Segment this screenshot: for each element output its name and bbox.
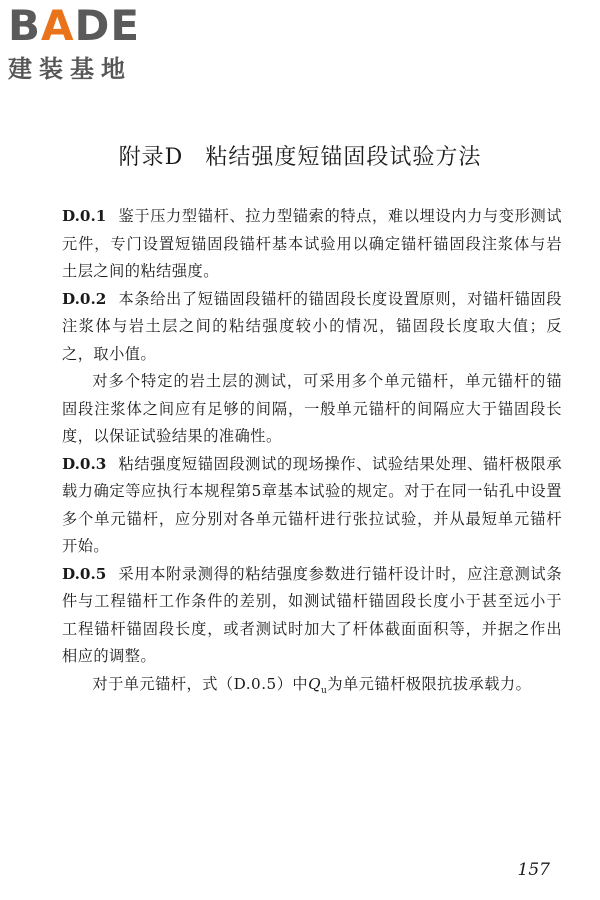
document-body <box>62 203 562 705</box>
bade-logo <box>8 1 178 88</box>
clause-d03 <box>62 451 562 561</box>
clause-d05 <box>62 561 562 671</box>
clause-text: 鉴于压力型锚杆、拉力型锚索的特点，难以埋设内力与变形测试元件，专门设置短锚固段锚杆基本试验用以确定锚杆锚固段注浆体与岩土层之间的粘结强度。 <box>62 207 562 280</box>
page-number: 157 <box>517 860 550 880</box>
clause-number: D.0.2 <box>62 289 107 308</box>
clause-text: 本条给出了短锚固段锚杆的锚固段长度设置原则，对锚杆锚固段注浆体与岩土层之间的粘结强度较小的情况，锚固段长度取大值；反之，取小值。 <box>62 289 562 363</box>
appendix-title-text: 粘结强度短锚固段试验方法 <box>205 145 482 170</box>
logo-wordmark: BADE <box>8 1 141 50</box>
clause-d05-continued <box>62 671 562 706</box>
clause-text-before: 对于单元锚杆，式（D.0.5）中 <box>92 674 309 693</box>
clause-d02 <box>62 286 562 369</box>
clause-text: 粘结强度短锚固段测试的现场操作、试验结果处理、锚杆极限承载力确定等应执行本规程第5章基本试验的规定。对于在同一钻孔中设置多个单元锚杆，应分别对各单元锚杆进行张拉试验，并从最短单元锚杆开始。 <box>62 454 562 555</box>
appendix-title <box>0 140 600 171</box>
clause-number: D.0.3 <box>62 454 107 473</box>
clause-text: 对多个特定的岩土层的测试，可采用多个单元锚杆，单元锚杆的锚固段注浆体之间应有足够的间隔，一般单元锚杆的间隔应大于锚固段长度，以保证试验结果的准确性。 <box>62 372 562 445</box>
clause-number: D.0.1 <box>62 207 107 225</box>
clause-text-after: 为单元锚杆极限抗拔承载力。 <box>327 674 532 693</box>
appendix-label: 附录D <box>118 145 184 170</box>
clause-text: 采用本附录测得的粘结强度参数进行锚杆设计时，应注意测试条件与工程锚杆工作条件的差别，如测试锚杆锚固段长度小于甚至远小于工程锚杆锚固段长度，或者测试时加大了杆体截面面积等，并据之作出相应的调整。 <box>62 564 562 665</box>
clause-d01 <box>62 203 562 286</box>
clause-number: D.0.5 <box>62 564 107 583</box>
logo-subtitle: 建装基地 <box>8 55 132 83</box>
clause-d02-continued <box>62 368 562 451</box>
symbol-qu: $Q_u$ <box>308 674 328 696</box>
